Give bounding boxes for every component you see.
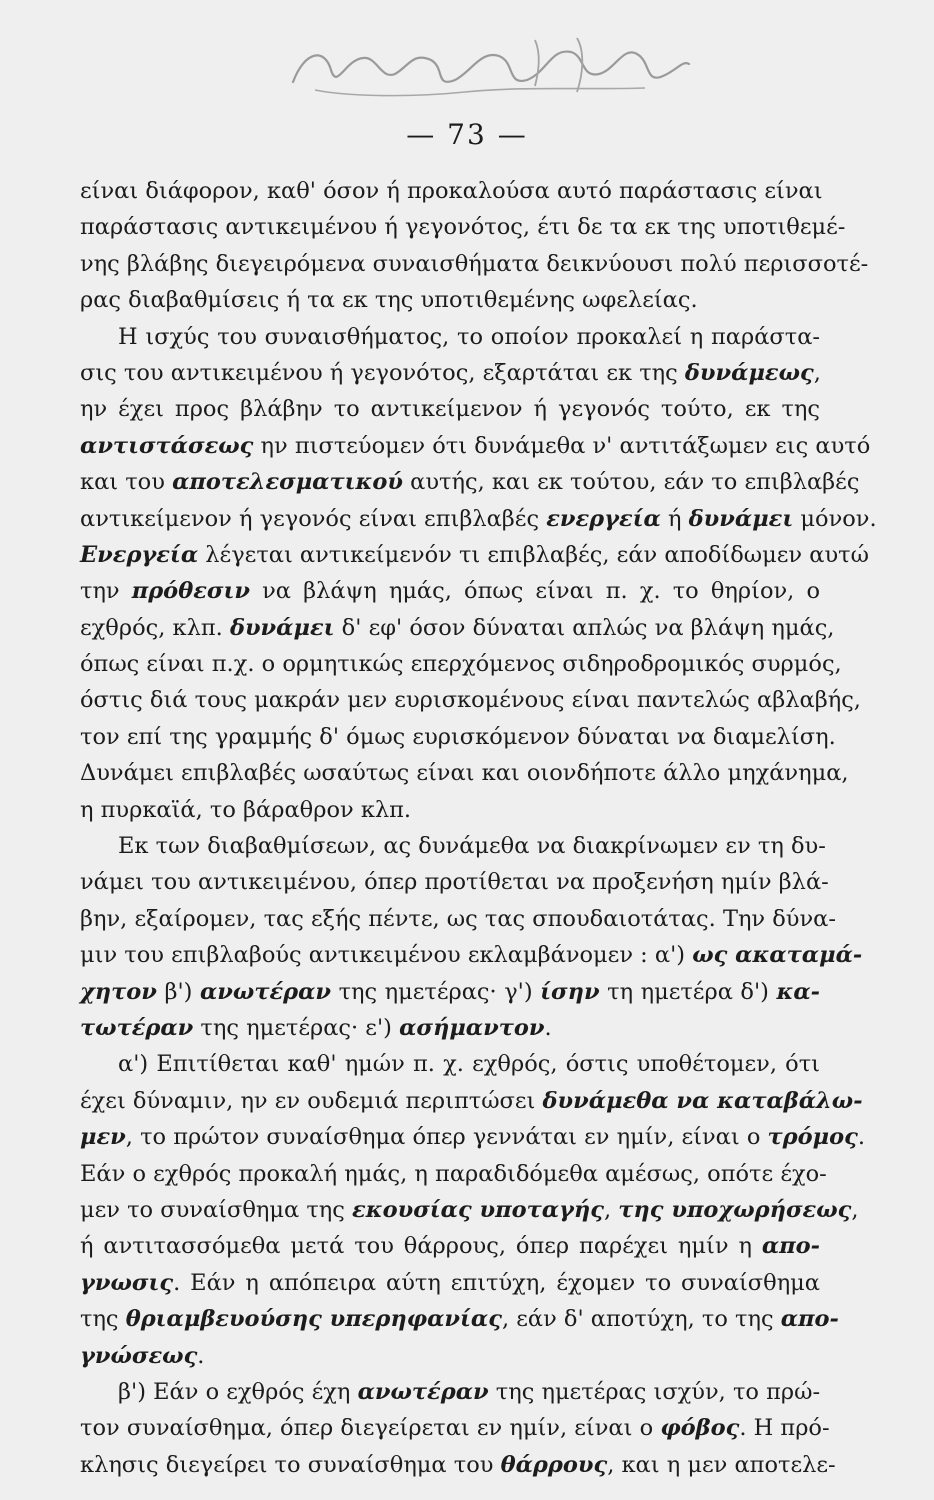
text-line <box>80 573 820 609</box>
text-segment: τον συναίσθημα, όπερ διεγείρεται εν ημίν, είναι ο <box>80 1415 661 1442</box>
text-segment: Εκ των διαβαθμίσεων, ας δυνάμεθα να διακρίνωμεν εν τη δυ- <box>118 833 826 860</box>
text-segment: και του <box>80 469 173 496</box>
text-segment: , <box>813 359 821 386</box>
text-segment: Δυνάμει επιβλαβές ωσαύτως είναι και οιονδήποτε άλλο μηχάνημα, <box>80 760 849 787</box>
emphasized-text: ως ακαταμά- <box>692 942 863 969</box>
text-line <box>80 792 820 828</box>
text-line <box>80 1265 820 1301</box>
text-segment: να βλάψη ημάς, όπως είναι π. χ. το θηρίον, ο <box>249 578 821 605</box>
text-segment: της ημετέρας· γ') <box>331 978 541 1005</box>
text-line <box>80 209 846 245</box>
text-segment: . <box>857 1124 865 1151</box>
text-line <box>80 464 860 500</box>
emphasized-text: πρόθεσιν <box>131 578 250 605</box>
text-line <box>80 1010 820 1046</box>
text-segment: βην, εξαίρομεν, τας εξής πέντε, ως τας σπουδαιοτάτας. Την δύνα- <box>80 905 836 932</box>
text-segment: β') <box>156 978 200 1005</box>
text-line <box>80 1083 863 1119</box>
emphasized-text: απο- <box>761 1233 820 1260</box>
text-line <box>80 610 835 646</box>
text-line <box>80 355 820 391</box>
text-segment: νης βλάβης διεγειρόμενα συναισθήματα δεικνύουσι πολύ περισσοτέ- <box>80 250 869 277</box>
emphasized-text: Ενεργεία <box>80 541 199 568</box>
text-line <box>80 1374 820 1410</box>
page-number: — 73 — <box>406 118 528 151</box>
emphasized-text: δυνάμεθα να καταβάλω- <box>542 1087 863 1114</box>
text-segment: α') Επιτίθεται καθ' ημών π. χ. εχθρός, όστις υποθέτομεν, ότι <box>118 1051 820 1078</box>
text-segment: η πυρκαϊά, το βάραθρον κλπ. <box>80 796 412 823</box>
emphasized-text: δυνάμεως <box>684 359 814 386</box>
text-segment: ην έχει προς βλάβην το αντικείμενον ή γεγονός τούτο, εκ της <box>80 396 820 423</box>
emphasized-text: ίσην <box>540 978 600 1005</box>
text-segment: αυτής, και εκ τούτου, εάν το επιβλαβές <box>403 469 860 496</box>
text-segment: . <box>544 1014 552 1041</box>
emphasized-text: τωτέραν <box>80 1014 194 1041</box>
emphasized-text: δυνάμει <box>229 614 335 641</box>
text-segment: . Η πρό- <box>739 1415 830 1442</box>
text-segment: τον επί της γραμμής δ' όμως ευρισκόμενον δύναται να διαμελίση. <box>80 723 836 750</box>
text-segment: νάμει του αντικειμένου, όπερ προτίθεται να προξενήση ημίν βλά- <box>80 869 829 896</box>
text-segment: μεν το συναίσθημα της <box>80 1196 353 1223</box>
text-segment: παράστασις αντικειμένου ή γεγονότος, έτι δε τα εκ της υποτιθεμέ- <box>80 214 846 241</box>
text-line <box>80 682 861 718</box>
text-segment: Η ισχύς του συναισθήματος, το οποίον προκαλεί η παράστα- <box>118 323 820 350</box>
text-segment: έχει δύναμιν, ην εν ουδεμιά περιπτώσει <box>80 1087 543 1114</box>
emphasized-text: ενεργεία <box>546 505 661 532</box>
emphasized-text: γνώσεως <box>80 1342 198 1369</box>
text-segment: σις του αντικειμένου ή γεγονότος, εξαρτάται εκ της <box>80 359 685 386</box>
text-segment: , το πρώτον συναίσθημα όπερ γεννάται εν ημίν, είναι ο <box>125 1124 768 1151</box>
text-segment: β') Εάν ο εχθρός έχη <box>118 1378 358 1405</box>
text-line <box>80 828 826 864</box>
text-line <box>80 974 820 1010</box>
emphasized-text: της υποχωρήσεως <box>618 1196 852 1223</box>
text-line <box>80 1228 820 1264</box>
text-line <box>80 1338 820 1374</box>
text-segment: ή αντιτασσόμεθα μετά του θάρρους, όπερ παρέχει ημίν η <box>80 1233 762 1260</box>
emphasized-text: χητον <box>80 978 157 1005</box>
text-segment: όστις διά τους μακράν μεν ευρισκομένους είναι παντελώς αβλαβής, <box>80 687 861 714</box>
text-segment: δ' εφ' όσον δύναται απλώς να βλάψη ημάς, <box>334 614 835 641</box>
text-line <box>80 173 823 209</box>
text-segment: , εάν δ' αποτύχη, το της <box>501 1306 781 1333</box>
text-segment: κλησις διεγείρει το συναίσθημα του <box>80 1451 501 1478</box>
text-line <box>80 1046 820 1082</box>
text-segment: της ημετέρας· ε') <box>193 1014 400 1041</box>
text-segment: όπως είναι π.χ. ο ορμητικώς επερχόμενος σιδηροδρομικός συρμός, <box>80 651 842 678</box>
text-segment: λέγεται αντικείμενόν τι επιβλαβές, εάν αποδίδωμεν αυτώ <box>198 541 869 568</box>
text-line <box>80 1119 865 1155</box>
emphasized-text: φόβος <box>660 1415 740 1442</box>
text-segment: είναι διάφορον, καθ' όσον ή προκαλούσα αυτό παράστασις είναι <box>80 178 823 204</box>
emphasized-text: δυνάμει <box>688 505 794 532</box>
text-line <box>80 246 869 282</box>
text-segment: . <box>197 1342 205 1369</box>
text-segment: . Εάν η απόπειρα αύτη επιτύχη, έχομεν το συναίσθημα <box>173 1269 820 1296</box>
emphasized-text: ασήμαντον <box>399 1014 545 1041</box>
emphasized-text: μεν <box>80 1124 126 1151</box>
text-segment: ρας διαβαθμίσεις ή τα εκ της υποτιθεμένης ωφελείας. <box>80 287 698 314</box>
text-line <box>80 1410 830 1446</box>
text-segment: Εάν ο εχθρός προκαλή ημάς, η παραδιδόμεθα αμέσως, οπότε έχο- <box>80 1160 827 1187</box>
text-line <box>80 282 820 318</box>
text-line <box>80 1192 859 1228</box>
text-line <box>80 1447 836 1483</box>
text-line <box>80 1156 827 1192</box>
text-segment: μιν του επιβλαβούς αντικειμένου εκλαμβάνομεν : α') <box>80 942 693 969</box>
text-line <box>80 937 863 973</box>
emphasized-text: γνωσις <box>80 1269 174 1296</box>
emphasized-text: αντιστάσεως <box>80 432 254 459</box>
text-line <box>80 755 849 791</box>
emphasized-text: κα- <box>776 978 820 1005</box>
text-line <box>80 864 829 900</box>
emphasized-text: θριαμβευούσης υπερηφανίας <box>125 1306 502 1333</box>
text-segment: ην πιστεύομεν ότι δυνάμεθα ν' αντιτάξωμεν εις αυτό <box>253 432 871 459</box>
text-segment: της ημετέρας ισχύν, το πρώ- <box>488 1378 821 1405</box>
text-segment: , <box>603 1196 619 1223</box>
body-text <box>80 173 877 1483</box>
text-segment: , και η μεν αποτελε- <box>607 1451 836 1478</box>
text-line <box>80 501 877 537</box>
text-line <box>80 646 842 682</box>
text-segment: την <box>80 578 132 605</box>
text-line <box>80 1301 839 1337</box>
emphasized-text: αποτελεσματικού <box>172 469 404 496</box>
text-segment: τη ημετέρα δ') <box>599 978 777 1005</box>
emphasized-text: θάρρους <box>500 1451 608 1478</box>
text-segment: ή <box>660 505 689 532</box>
text-line <box>80 901 836 937</box>
text-segment: της <box>80 1306 126 1333</box>
text-line <box>80 719 836 755</box>
text-line <box>80 319 820 355</box>
emphasized-text: ανωτέραν <box>357 1378 489 1405</box>
text-line <box>80 428 871 464</box>
text-line <box>80 391 820 427</box>
emphasized-text: τρόμος <box>767 1124 858 1151</box>
emphasized-text: απο- <box>780 1306 839 1333</box>
text-segment: αντικείμενον ή γεγονός είναι επιβλαβές <box>80 505 547 532</box>
text-segment: , <box>851 1196 859 1223</box>
text-segment: μόνον. <box>793 505 877 532</box>
handwritten-signature <box>285 30 695 110</box>
text-line <box>80 537 869 573</box>
text-segment: εχθρός, κλπ. <box>80 614 230 641</box>
emphasized-text: εκουσίας υποταγής <box>352 1196 604 1223</box>
emphasized-text: ανωτέραν <box>199 978 332 1005</box>
